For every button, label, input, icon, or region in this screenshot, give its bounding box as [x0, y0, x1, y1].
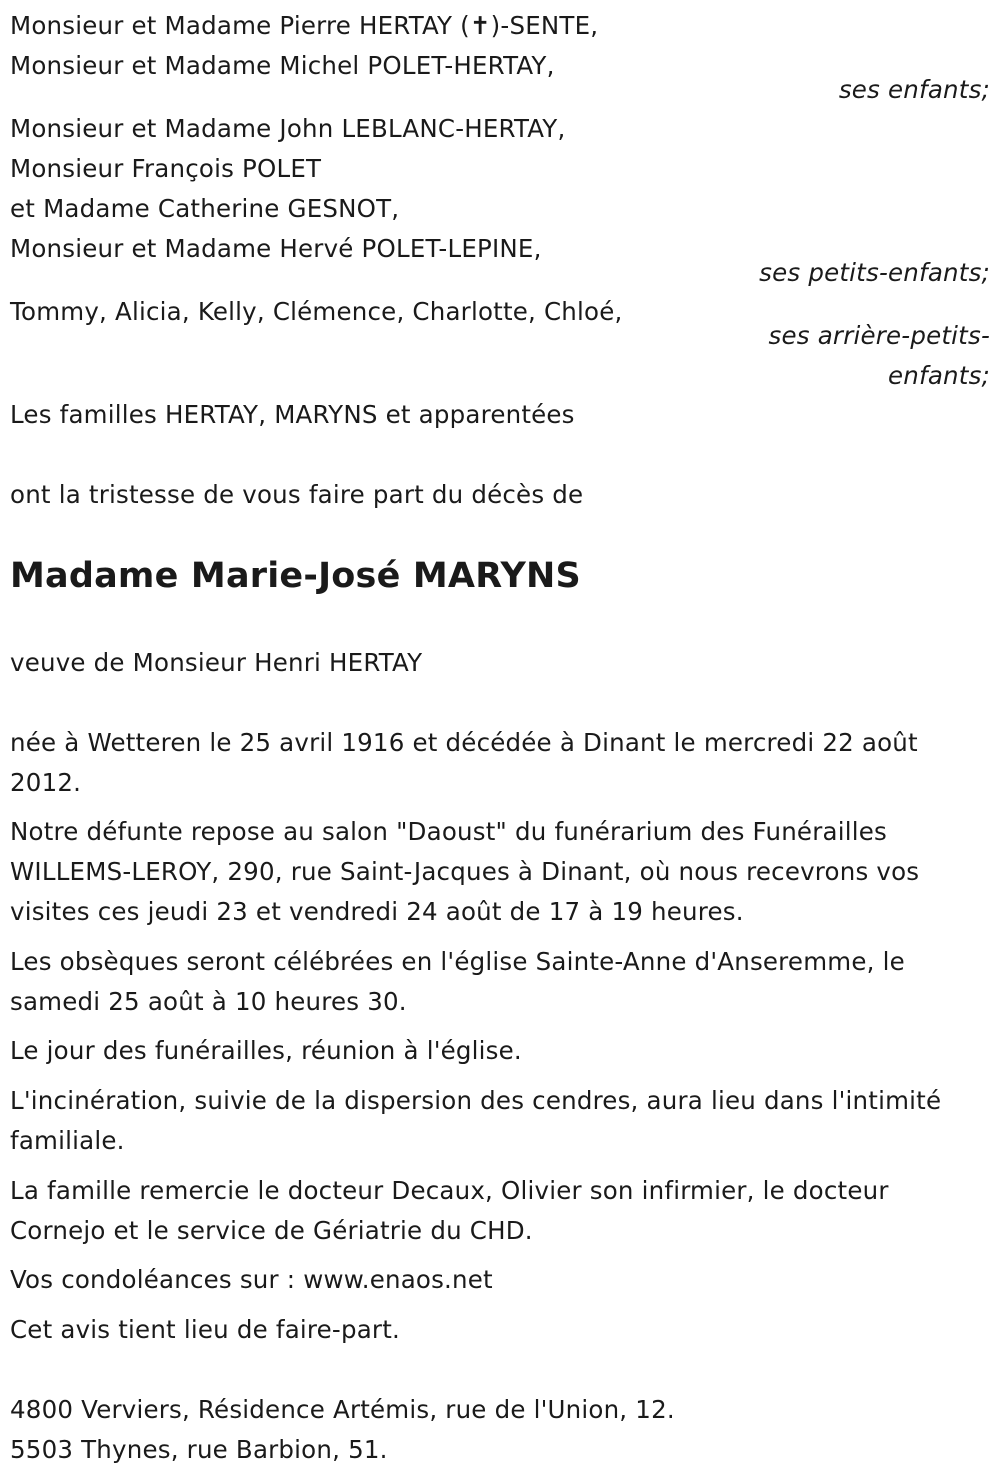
deceased-name: Madame Marie-José MARYNS — [10, 556, 581, 596]
address-line-1: 4800 Verviers, Résidence Artémis, rue de l'Union, 12. — [10, 1395, 675, 1424]
condolences-paragraph: Vos condoléances sur : www.enaos.net — [10, 1265, 493, 1294]
funeral-paragraph: Les obsèques seront célébrées en l'église Sainte-Anne d'Anseremme, le samedi 25 août à 10 heures 30. — [10, 947, 905, 1016]
great-grandchildren-role-line-1: ses arrière-petits- — [768, 321, 990, 350]
children-line-1: Monsieur et Madame Pierre HERTAY (✝)-SENTE, — [10, 11, 599, 40]
grandchildren-line-4: Monsieur et Madame Hervé POLET-LEPINE, — [10, 234, 542, 263]
thanks-paragraph: La famille remercie le docteur Decaux, Olivier son infirmier, le docteur Cornejo et le service de Gériatrie du CHD. — [10, 1176, 889, 1245]
children-line-2: Monsieur et Madame Michel POLET-HERTAY, — [10, 51, 555, 80]
grandchildren-line-3: et Madame Catherine GESNOT, — [10, 194, 400, 223]
families-line: Les familles HERTAY, MARYNS et apparentées — [10, 400, 575, 429]
address-line-2: 5503 Thynes, rue Barbion, 51. — [10, 1435, 388, 1464]
great-grandchildren-role-line-2: enfants; — [888, 361, 990, 390]
notice-paragraph: Cet avis tient lieu de faire-part. — [10, 1315, 400, 1344]
announcement-line: ont la tristesse de vous faire part du décès de — [10, 480, 584, 509]
grandchildren-line-2: Monsieur François POLET — [10, 154, 322, 183]
great-grandchildren-line: Tommy, Alicia, Kelly, Clémence, Charlotte, Chloé, — [10, 297, 623, 326]
cremation-paragraph: L'incinération, suivie de la dispersion des cendres, aura lieu dans l'intimité familiale. — [10, 1086, 942, 1155]
meeting-paragraph: Le jour des funérailles, réunion à l'église. — [10, 1036, 522, 1065]
children-role: ses enfants; — [838, 75, 990, 104]
grandchildren-line-1: Monsieur et Madame John LEBLANC-HERTAY, — [10, 114, 566, 143]
rest-location-paragraph: Notre défunte repose au salon "Daoust" du funérarium des Funérailles WILLEMS-LEROY, 290, rue Saint-Jacques à Dinant, où nous recevrons vos visites ces jeudi 23 et vendredi 24 août de 17 à 19 heures. — [10, 817, 920, 926]
grandchildren-role: ses petits-enfants; — [759, 258, 990, 287]
widow-of-line: veuve de Monsieur Henri HERTAY — [10, 648, 423, 677]
birth-death-paragraph: née à Wetteren le 25 avril 1916 et décédée à Dinant le mercredi 22 août 2012. — [10, 728, 918, 797]
